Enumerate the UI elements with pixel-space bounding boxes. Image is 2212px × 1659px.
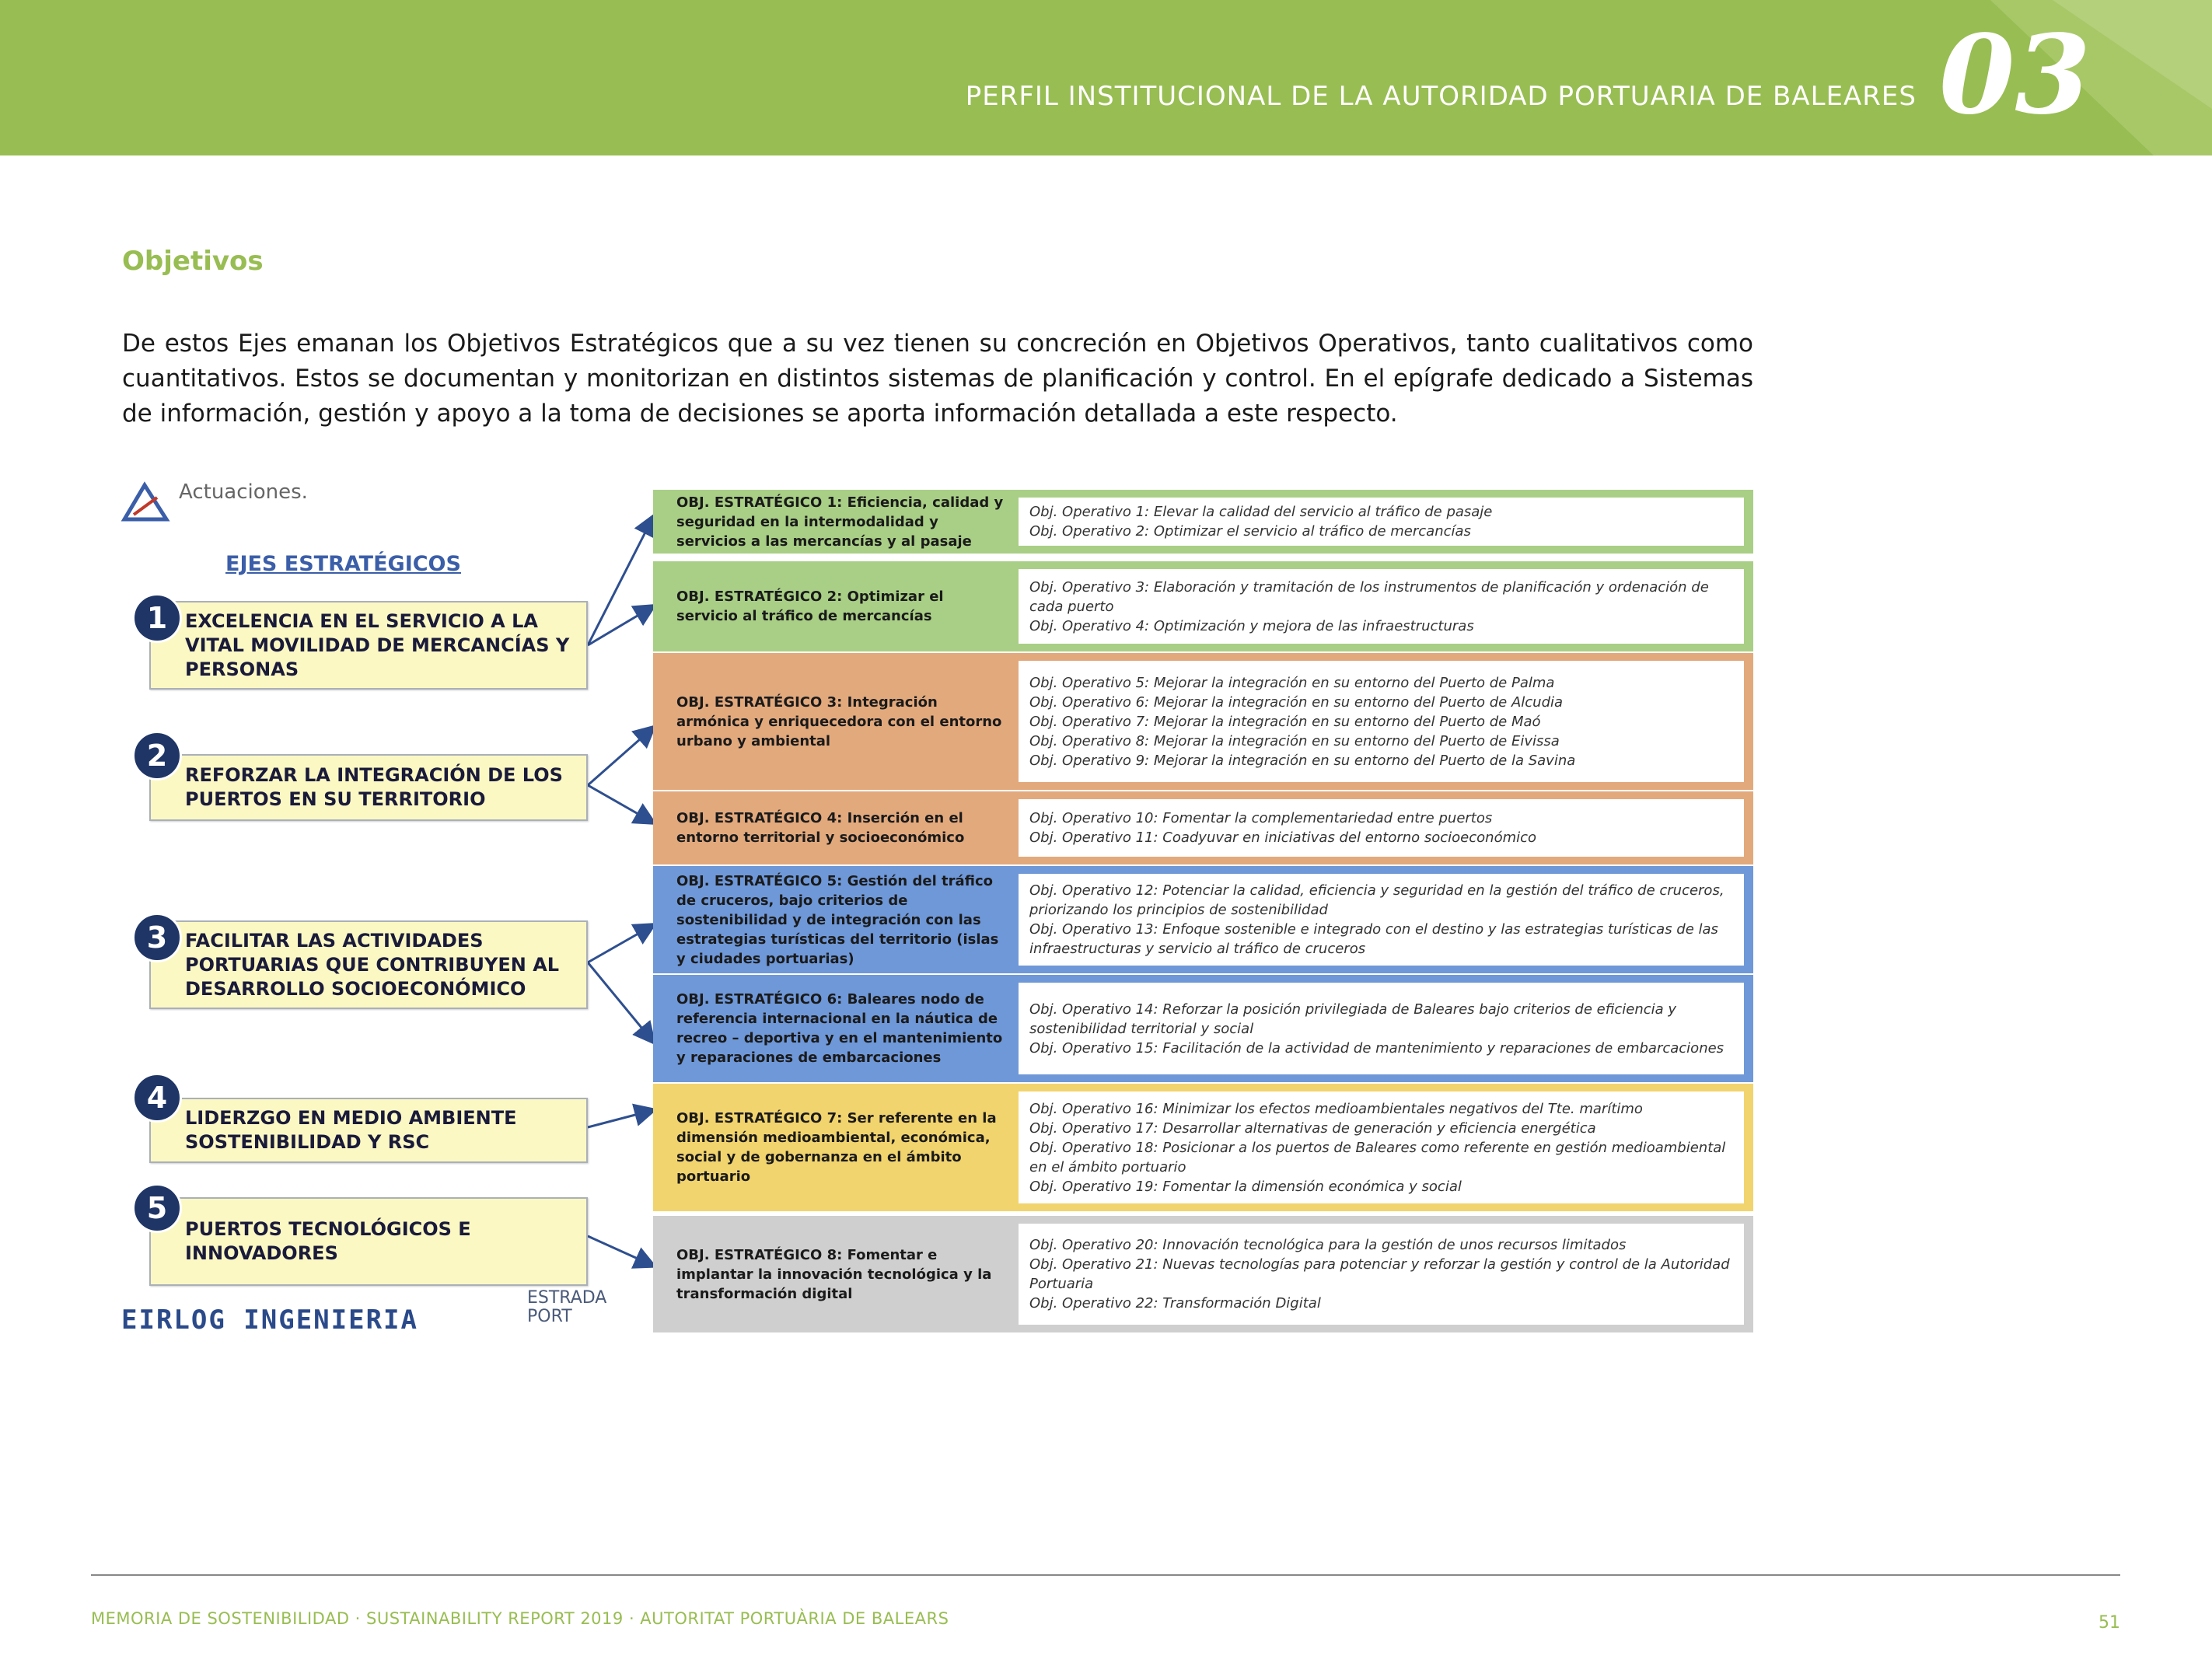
eje-box-5 xyxy=(149,1197,588,1286)
eje-box-4 xyxy=(149,1098,588,1163)
ops-box xyxy=(1019,661,1744,782)
op-line: Obj. Operativo 2: Optimizar el servicio al tráfico de mercancías xyxy=(1029,523,1471,540)
section-title: Objetivos xyxy=(122,246,264,277)
op-line: Obj. Operativo 20: Innovación tecnológica para la gestión de unos recursos limitados xyxy=(1029,1237,1627,1253)
op-line: Obj. Operativo 15: Facilitación de la actividad de mantenimiento y reparaciones de embarcaciones xyxy=(1029,1039,1725,1057)
strat-label: OBJ. ESTRATÉGICO 4: Inserción en el entorno territorial y socioeconómico xyxy=(676,810,965,846)
logo-line: PORT xyxy=(527,1307,572,1326)
op-line: Obj. Operativo 4: Optimización y mejora de las infraestructuras xyxy=(1029,617,1474,634)
ops-box xyxy=(1019,799,1744,857)
obj-estrategico-4 xyxy=(653,791,1753,864)
op-line: Obj. Operativo 1: Elevar la calidad del servicio al tráfico de pasaje xyxy=(1029,504,1493,520)
estrada-port-logo xyxy=(527,1289,606,1326)
eje-number-badge: 4 xyxy=(132,1073,182,1123)
op-line: Obj. Operativo 3: Elaboración y tramitación de los instrumentos de planificación y ordenación de cada puerto xyxy=(1029,578,1709,615)
page-number: 51 xyxy=(2098,1613,2120,1633)
op-line: Obj. Operativo 6: Mejorar la integración en su entorno del Puerto de Alcudia xyxy=(1029,693,1564,711)
chapter-number: 03 xyxy=(1939,12,2091,139)
ops-box xyxy=(1019,983,1744,1074)
eje-number-badge: 5 xyxy=(132,1183,182,1233)
eirlog-logo: EIRLOG INGENIERIA xyxy=(121,1304,418,1336)
op-line: Obj. Operativo 19: Fomentar la dimensión económica y social xyxy=(1029,1178,1462,1195)
obj-estrategico-3 xyxy=(653,653,1753,790)
ejes-title: EJES ESTRATÉGICOS xyxy=(225,552,461,576)
obj-estrategico-2 xyxy=(653,561,1753,651)
strat-label: OBJ. ESTRATÉGICO 1: Eficiencia, calidad y seguridad en la intermodalidad y servicios a las mercancías y al pasaje xyxy=(676,494,1004,550)
op-line: Obj. Operativo 9: Mejorar la integración en su entorno del Puerto de la Savina xyxy=(1029,752,1576,769)
header-decoration xyxy=(0,0,2212,155)
footer-divider xyxy=(91,1574,2120,1576)
op-line: Obj. Operativo 21: Nuevas tecnologías para potenciar y reforzar la gestión y control de la Autoridad Portuaria xyxy=(1029,1256,1730,1292)
strat-label: OBJ. ESTRATÉGICO 6: Baleares nodo de referencia internacional en la náutica de recreo – deportiva y en el mantenimiento y reparaciones de embarcaciones xyxy=(676,991,1003,1066)
op-line: Obj. Operativo 7: Mejorar la integración en su entorno del Puerto de Maó xyxy=(1029,713,1541,730)
ops-box xyxy=(1019,1091,1744,1203)
strat-label: OBJ. ESTRATÉGICO 5: Gestión del tráfico de cruceros, bajo criterios de sostenibilidad y de integración con las estrategias turísticas del territorio (islas y ciudades portuarias) xyxy=(676,872,999,967)
op-line: Obj. Operativo 8: Mejorar la integración en su entorno del Puerto de Eivissa xyxy=(1029,732,1560,749)
op-line: Obj. Operativo 10: Fomentar la complementariedad entre puertos xyxy=(1029,810,1493,826)
actuaciones-label: Actuaciones. xyxy=(179,480,308,504)
arrow-eje2-obj4 xyxy=(588,785,653,823)
op-line: Obj. Operativo 17: Desarrollar alternativas de generación y eficiencia energética xyxy=(1029,1119,1596,1137)
op-line: Obj. Operativo 14: Reforzar la posición privilegiada de Baleares bajo criterios de eficiencia y sostenibilidad territorial y social xyxy=(1029,1001,1677,1037)
logo-line: ESTRADA xyxy=(527,1288,607,1308)
ops-box xyxy=(1019,498,1744,546)
eje-text: EXCELENCIA EN EL SERVICIO A LA VITAL MOVILIDAD DE MERCANCÍAS Y PERSONAS xyxy=(185,609,570,680)
eje-text: FACILITAR LAS ACTIVIDADES PORTUARIAS QUE CONTRIBUYEN AL DESARROLLO SOCIOECONÓMICO xyxy=(185,929,560,1000)
arrow-eje3-obj5 xyxy=(588,925,653,962)
estrada-port-logo-icon xyxy=(117,480,174,524)
obj-estrategico-6 xyxy=(653,975,1753,1082)
intro-paragraph: De estos Ejes emanan los Objetivos Estratégicos que a su vez tienen su concreción en Objetivos Operativos, tanto cualitativos como cuantitativos. Estos se documentan y monitorizan en distintos sistemas de planificación y control. En el epígrafe dedicado a Sistemas de información, gestión y apoyo a la toma de decisiones se aporta información detallada a este respecto. xyxy=(122,330,1753,428)
obj-estrategico-7 xyxy=(653,1084,1753,1211)
strat-label: OBJ. ESTRATÉGICO 7: Ser referente en la dimensión medioambiental, económica, social y de gobernanza en el ámbito portuario xyxy=(676,1110,997,1185)
arrow-eje5-obj8 xyxy=(588,1236,653,1266)
op-line: Obj. Operativo 16: Minimizar los efectos medioambientales negativos del Tte. marítimo xyxy=(1029,1100,1643,1117)
eje-text: REFORZAR LA INTEGRACIÓN DE LOS PUERTOS EN SU TERRITORIO xyxy=(185,764,563,810)
op-line: Obj. Operativo 13: Enfoque sostenible e integrado con el destino y las estrategias turísticas de las infraestructuras y servicio al tráfico de cruceros xyxy=(1029,921,1718,957)
page-header xyxy=(0,0,2212,155)
op-line: Obj. Operativo 22: Transformación Digital xyxy=(1029,1295,1321,1311)
ops-box xyxy=(1019,1224,1744,1325)
obj-estrategico-8 xyxy=(653,1216,1753,1332)
eje-number-badge: 1 xyxy=(132,593,182,643)
obj-estrategico-1 xyxy=(653,490,1753,554)
eje-number-badge: 3 xyxy=(132,913,182,962)
arrow-eje4-obj7 xyxy=(588,1110,653,1127)
eje-box-3 xyxy=(149,920,588,1009)
op-line: Obj. Operativo 12: Potenciar la calidad, eficiencia y seguridad en la gestión del tráfico de cruceros, priorizando los principios de sostenibilidad xyxy=(1029,882,1725,918)
ops-box xyxy=(1019,874,1744,966)
eje-number-badge: 2 xyxy=(132,731,182,781)
op-line: Obj. Operativo 11: Coadyuvar en iniciativas del entorno socioeconómico xyxy=(1029,830,1537,846)
arrow-eje2-obj3 xyxy=(588,728,653,785)
eje-box-2 xyxy=(149,754,588,821)
eje-box-1 xyxy=(149,601,588,690)
strat-label: OBJ. ESTRATÉGICO 2: Optimizar el servicio al tráfico de mercancías xyxy=(676,589,944,624)
eje-text: LIDERZGO EN MEDIO AMBIENTE SOSTENIBILIDAD Y RSC xyxy=(185,1107,517,1153)
arrow-eje3-obj6 xyxy=(588,962,653,1042)
op-line: Obj. Operativo 18: Posicionar a los puertos de Baleares como referente en gestión medioambiental en el ámbito portuario xyxy=(1029,1139,1726,1175)
strat-label: OBJ. ESTRATÉGICO 3: Integración armónica y enriquecedora con el entorno urbano y ambiental xyxy=(676,693,1002,749)
header-title: PERFIL INSTITUCIONAL DE LA AUTORIDAD PORTUARIA DE BALEARES xyxy=(965,81,1917,112)
ops-box xyxy=(1019,569,1744,644)
footer-text: MEMORIA DE SOSTENIBILIDAD · SUSTAINABILITY REPORT 2019 · AUTORITAT PORTUÀRIA DE BALEARS xyxy=(91,1609,949,1628)
obj-estrategico-5 xyxy=(653,866,1753,973)
op-line: Obj. Operativo 5: Mejorar la integración en su entorno del Puerto de Palma xyxy=(1029,674,1555,691)
strat-label: OBJ. ESTRATÉGICO 8: Fomentar e implantar la innovación tecnológica y la transformación digital xyxy=(676,1246,992,1302)
objectives-diagram xyxy=(117,480,1753,1336)
eje-text: PUERTOS TECNOLÓGICOS E INNOVADORES xyxy=(185,1218,471,1264)
